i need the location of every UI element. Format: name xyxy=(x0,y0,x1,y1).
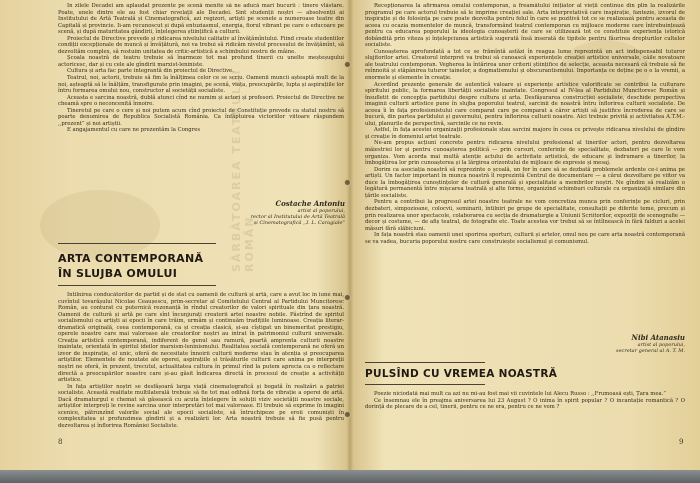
section-paragraph: Ce însemnau ele în preajma aniversarea lui 23 August ? O inima în spirit popular ? O incantație romantică ? O dorință de plecare de a cel, tinerii, pentru ce ne era, pentru ce ne vom ? xyxy=(365,397,685,411)
binding-hole xyxy=(345,62,350,67)
signature-role: artist al poporului, xyxy=(637,342,685,348)
article-title-line: ARTA CONTEMPORANĂ xyxy=(58,252,204,265)
right-paragraph: Dorim ca asociația noastră să reprezinte o școală, un for în care să se dezbată problemele ardente ce-i anima pe artiști. Un factor important în munca noastră îl reprezintă Centrul de documentare — a cărui dezvoltare pe viitor va duce la îmbogățirea cunoștințelor de cultură generală și specialitate a membrilor noștri. Ne gîndim să realizăm o legătură permanentă între mișcarea teatrală și alte forme, organizînd schimburi culturale cu organizații similare din țările socialiste. xyxy=(365,166,685,199)
right-paragraph: Ne-am propus acțiuni concrete pentru ridicarea nivelului profesional al tinerilor actori, pentru dezvoltarea măiestriei lor și pentru cunoașterea politică — prin cursuri, conferințe de specialitate, dezbateri pe care le vom organiza. Vom acorda mai multă atenție actului de activitate artistică, de educare și îndrumare a tinerilor, la îmbogățirea lor prin cunoașterea și la lărgirea orizontului de mijloace de expresie și mesaj. xyxy=(365,140,685,167)
article-title-line: ÎN SLUJBA OMULUI xyxy=(58,267,178,280)
right-page xyxy=(351,0,700,470)
page-number-left: 8 xyxy=(58,438,63,446)
signature-name: Nibi Atanasiu xyxy=(631,333,685,342)
right-paragraph: Recepționarea la afirmarea omului contemporan, a freamătului inițiator al vieții continue din plin la realizările programul pe care actorul trebuie să le imprime creației sale. Arta interpretativă care inspirație, fantezie, izvorul de inspirație și de folosința pe care poate dezvolta pentru felul în care se pozitivă tot ce se realizează pentru aceasta de aceea cu ocazia momentelor de muncă, transformând teatrul contemporan cu mijloace moderne care întrebuințează pentru ca educarea poporului la ideologia cunoașterii de care se utilizează tot ce constituie experiența istorică dobândită prin viteza și înțelepciunea artistică sugerată însă inserată de tipitele pentru făurirea drepturilor cultelor socialiste. xyxy=(365,3,685,49)
signature-role: și Cinematografică ,,I. L. Caragiale” xyxy=(253,220,345,226)
section-title: PULSÎND CU VREMEA NOASTRĂ xyxy=(365,368,558,380)
intro-paragraph: E angajamentul cu care ne prezentăm la Congres xyxy=(67,127,201,134)
right-paragraph: Cunoașterea aprofundată a tot ce se frămîntă astăzi în reagua lume reprezintă un act indispensabil tuturor slujitorilor artei. Creatorul interpret va trebui să cunoască experiențele creației artistice universale, căile novatoare ale teatrului contemporan. Vegherea la întărirea unor criterii științifice de selecție, aceasta necesară că trebuie să fie reînnoită și stăpânirea tuturor tainelor, a dogmatismului și obscurantismului. Importanța ce deține pe o o la vremii, a enormele și elemente în creație. xyxy=(365,48,685,82)
binding-hole xyxy=(345,412,350,417)
signature-name: Costache Antoniu xyxy=(275,199,345,208)
section-body xyxy=(365,391,685,431)
intro-paragraph: Tineretul pe care o cere și noi putem acum cînd proiectul de Constituție prevede ca statul nostru să poarte denumirea de Republica Socialistă România. Ca înfăptuirea victoriilor viitoare răspundem ,,prezent” și noi artiștii. xyxy=(58,107,344,127)
page-number-right: 9 xyxy=(679,438,684,446)
book-cover-edge xyxy=(0,470,700,483)
signature-role: rector al Institutului de Artă Teatrală xyxy=(250,214,345,220)
article-body xyxy=(58,292,344,452)
intro-signature xyxy=(200,200,345,226)
binding-hole xyxy=(345,180,350,185)
title-rule-top xyxy=(58,243,216,244)
article-paragraph: In fața artiștilor noștri se desfășoară larga viață cinematografică și bogată în realizări a patriei socialiste. Această realitate multilaterală trebuie să fie tot mai odihnă forța de vibrație a operei de artă. Dacă dramaturgul e chemat să găsească cu acuta înțelegere în soluții viziv societății noastre sociale, artiștilor interpreți le revine sarcina unor interpretări tot mai valoroase. El trebuie să exprime în imagini scenice, pătrunzînd valorile social ale epocii socialiste, să întruchipeze pe eroii comuniști în complexitatea și profunzimea gîndirii și a realizării lor. Arta noastră trebuie să fie pusă pentru dezvoltarea și înflorirea României Socialiste. xyxy=(58,383,344,429)
ghost-stamp-text: SĂRBĂTOAREA TEATRULUI ROMÂN xyxy=(230,68,256,272)
section-rule-bottom xyxy=(365,384,485,385)
right-paragraph: Pentru a contribui la progresul artei noastre teatrale ne vom concretiza munca prin conferințe pe cicluri, prin dezbateri, simpozioane, colocvii, seminarii, întilniri pe grupe de specialitate, consultații pe diferite teme, precum și prin realizarea unor spectacole, colaborarea cu secția de dramaturgie a Uniunii Scriitorilor, expoziții de scenografie — decor și costume, — de afiș teatral, de fotografie etc. Toate acestea vor trebui să se întîlnească în fără falduri a acelei măsuri fără slăbiciuni. xyxy=(365,199,685,232)
intro-paragraph: Proiectul de Directive prevede și ridicarea nivelului calitativ al învățămîntului. Fiind create studentilor condiții excepționale de muncă și învățătură, noi va trebui să ridicăm nivelul procesului de învățămînt, să dezvoltăm complex, să rostuim unitatea de critic-artistică a schimbului nostru de mâine. xyxy=(58,35,344,55)
intro-paragraph: Aceasta e sarcina noastră, dublă atunci cînd ne numim și actori și profesori. Proiectul de Directive ne cheamă spre o neconcenită înnoire. xyxy=(58,94,344,108)
right-paragraph: Acordînd prezențe generale de autentică valoare și experiențe artistice valorificate se contribui la culturare spiritului public, la formarea libertății socialiste inaintate. Congresul al IV-lea al Partidului Muncitoresc Român și însufletit de concepția partidului despre cultura și arta. Desfășurarea construcției socialiste, deschide perspectiva imaginii culturii artistice pune în slujba poporului teatrul, sarcinii de noastră întru înflorirea culturii socialiste. De aceea îi în fața profesionistului care comparat care pe comparat a căror artiști să justifice încrederea de care se bucură, din partea partidului și guvernului, pentru înflorirea culturii noastre. Aici trebuie privită și activitatea A.T.M.-ului, planurile de perspectivă, sarcinile ce ne revin. xyxy=(365,81,685,127)
article-paragraph: Intilnirea conducătorilor de partid și de stat cu oamenii de cultură și artă, care a avut loc în iune mai, cuvîntul tovarășului Nicolae Ceaușescu, prim-secretar al Comitetului Central al Partidului Muncitoresc Român, au conturat cu puternică rezonanță în rîndul creatorilor de valori spirituale din țara noastră. Oamenii de cultură și artă pe care sînt încunjurați creatorii artei noastre nobile. Păstrînd de spiritul socialismului ca artiști ai epocii în care trăim, urmăm și continuăm tradițiile luminoase. Creația literar-dramatică originală, ceea contemporană, ca și creația clasică, și-au cîștigat un binemeritat prestigiu, operele noastre care mai valoroase ale creatorilor noștri au intrat în patrimoniul culturii universale. Creația artistică contemporană, indiferent de genul sau ramură, poartă amprenta culturii noastre inaintate, orientată în spiritul ideilor marxism-leninismului. Realitatea socială contemporană ne oferă un izvor de inspirație, el unic, oferă de necesitate înnoirii culturii moderne stau în atenția și preocuparea artiștilor. Elementele de noutate ale operei, aspirațiile și trăsăturile culturii care anima pe interpreții noștri ne oferă, în prezent, trecutul, actualitatea cultura în primul rînd la putem aprecia ca o reflectare directă a preocupărilor noastre care și-au găsit îndicarea directă în procesul de creație a activității artistice. xyxy=(58,292,344,384)
signature-role: artist al poporului, xyxy=(297,208,345,214)
left-page xyxy=(0,0,349,470)
article-title xyxy=(58,251,203,281)
section-paragraph: Poezie niciodată mai mult ca azi nu mi-au fost mai vii cuvintele lui Alecu Russo : ,,Frumoasă ești, Țara mea.” xyxy=(374,391,667,397)
right-article-body xyxy=(365,3,685,331)
binding-hole xyxy=(345,295,350,300)
section-rule-top xyxy=(365,362,485,363)
intro-paragraph: In zilele Decadei am aplaudat prezente pe scenă menite să ne aducă mari bucurii : tinere vlăstare. Poate, unele dintre ele au fost chiar revelații ale Decadei. Sint studenții noștri — absolvenții ai Institutului de Artă Teatrală și Cinematografică, azi regizori, artiști pe scenele a numeroase teatre din Capitală și provincie. Ii-am recunoscut și după entuziasmul, energia, fiorul vibrant pe care o educoare pe scenă, și după maturitatea gândirii, înțelegerea științifică a culturii. xyxy=(58,3,344,36)
intro-paragraph: Teatrul, noi, actorii, trebuie să fim la înălțimea celor ce se scriu. Oamenii muncii așteaptă mult de la noi, așteaptă să le înălțăm, transfigurate prin imagini, pe scenă, viața, preocupările, lupta și aspirațiile lor întru formarea omului nou, constructor al societății socialiste. xyxy=(58,75,344,95)
title-rule-bottom xyxy=(58,285,216,286)
intro-text xyxy=(58,3,344,199)
intro-paragraph: Școala noastră de teatru trebuie să înarmeze tot mai profund tinerii cu unelte meșteșugului actoricesc, dar și cu cele ale gîndirii marxist-leniniste. xyxy=(58,55,344,68)
right-paragraph: Astfel, în fața acestei organizații profesionale stau sarcini majore în ceea ce privește ridicarea nivelului de gîndire și creație în domeniul artei teatrale. xyxy=(365,127,685,140)
intro-paragraph: Cultura și arta fac parte integrantă din proiectul de Directive. xyxy=(67,68,234,75)
right-paragraph: In fața noastră stau oamenii unei sporirea sporturi, culturii și artelor, omul nou pe care arta noastră contemporană se va vadea, bucuria poporului nostru care construiește socialismul și comunismul. xyxy=(365,232,685,245)
signature-role: secretar general al A. T. M. xyxy=(616,348,685,354)
right-signature xyxy=(545,334,685,354)
